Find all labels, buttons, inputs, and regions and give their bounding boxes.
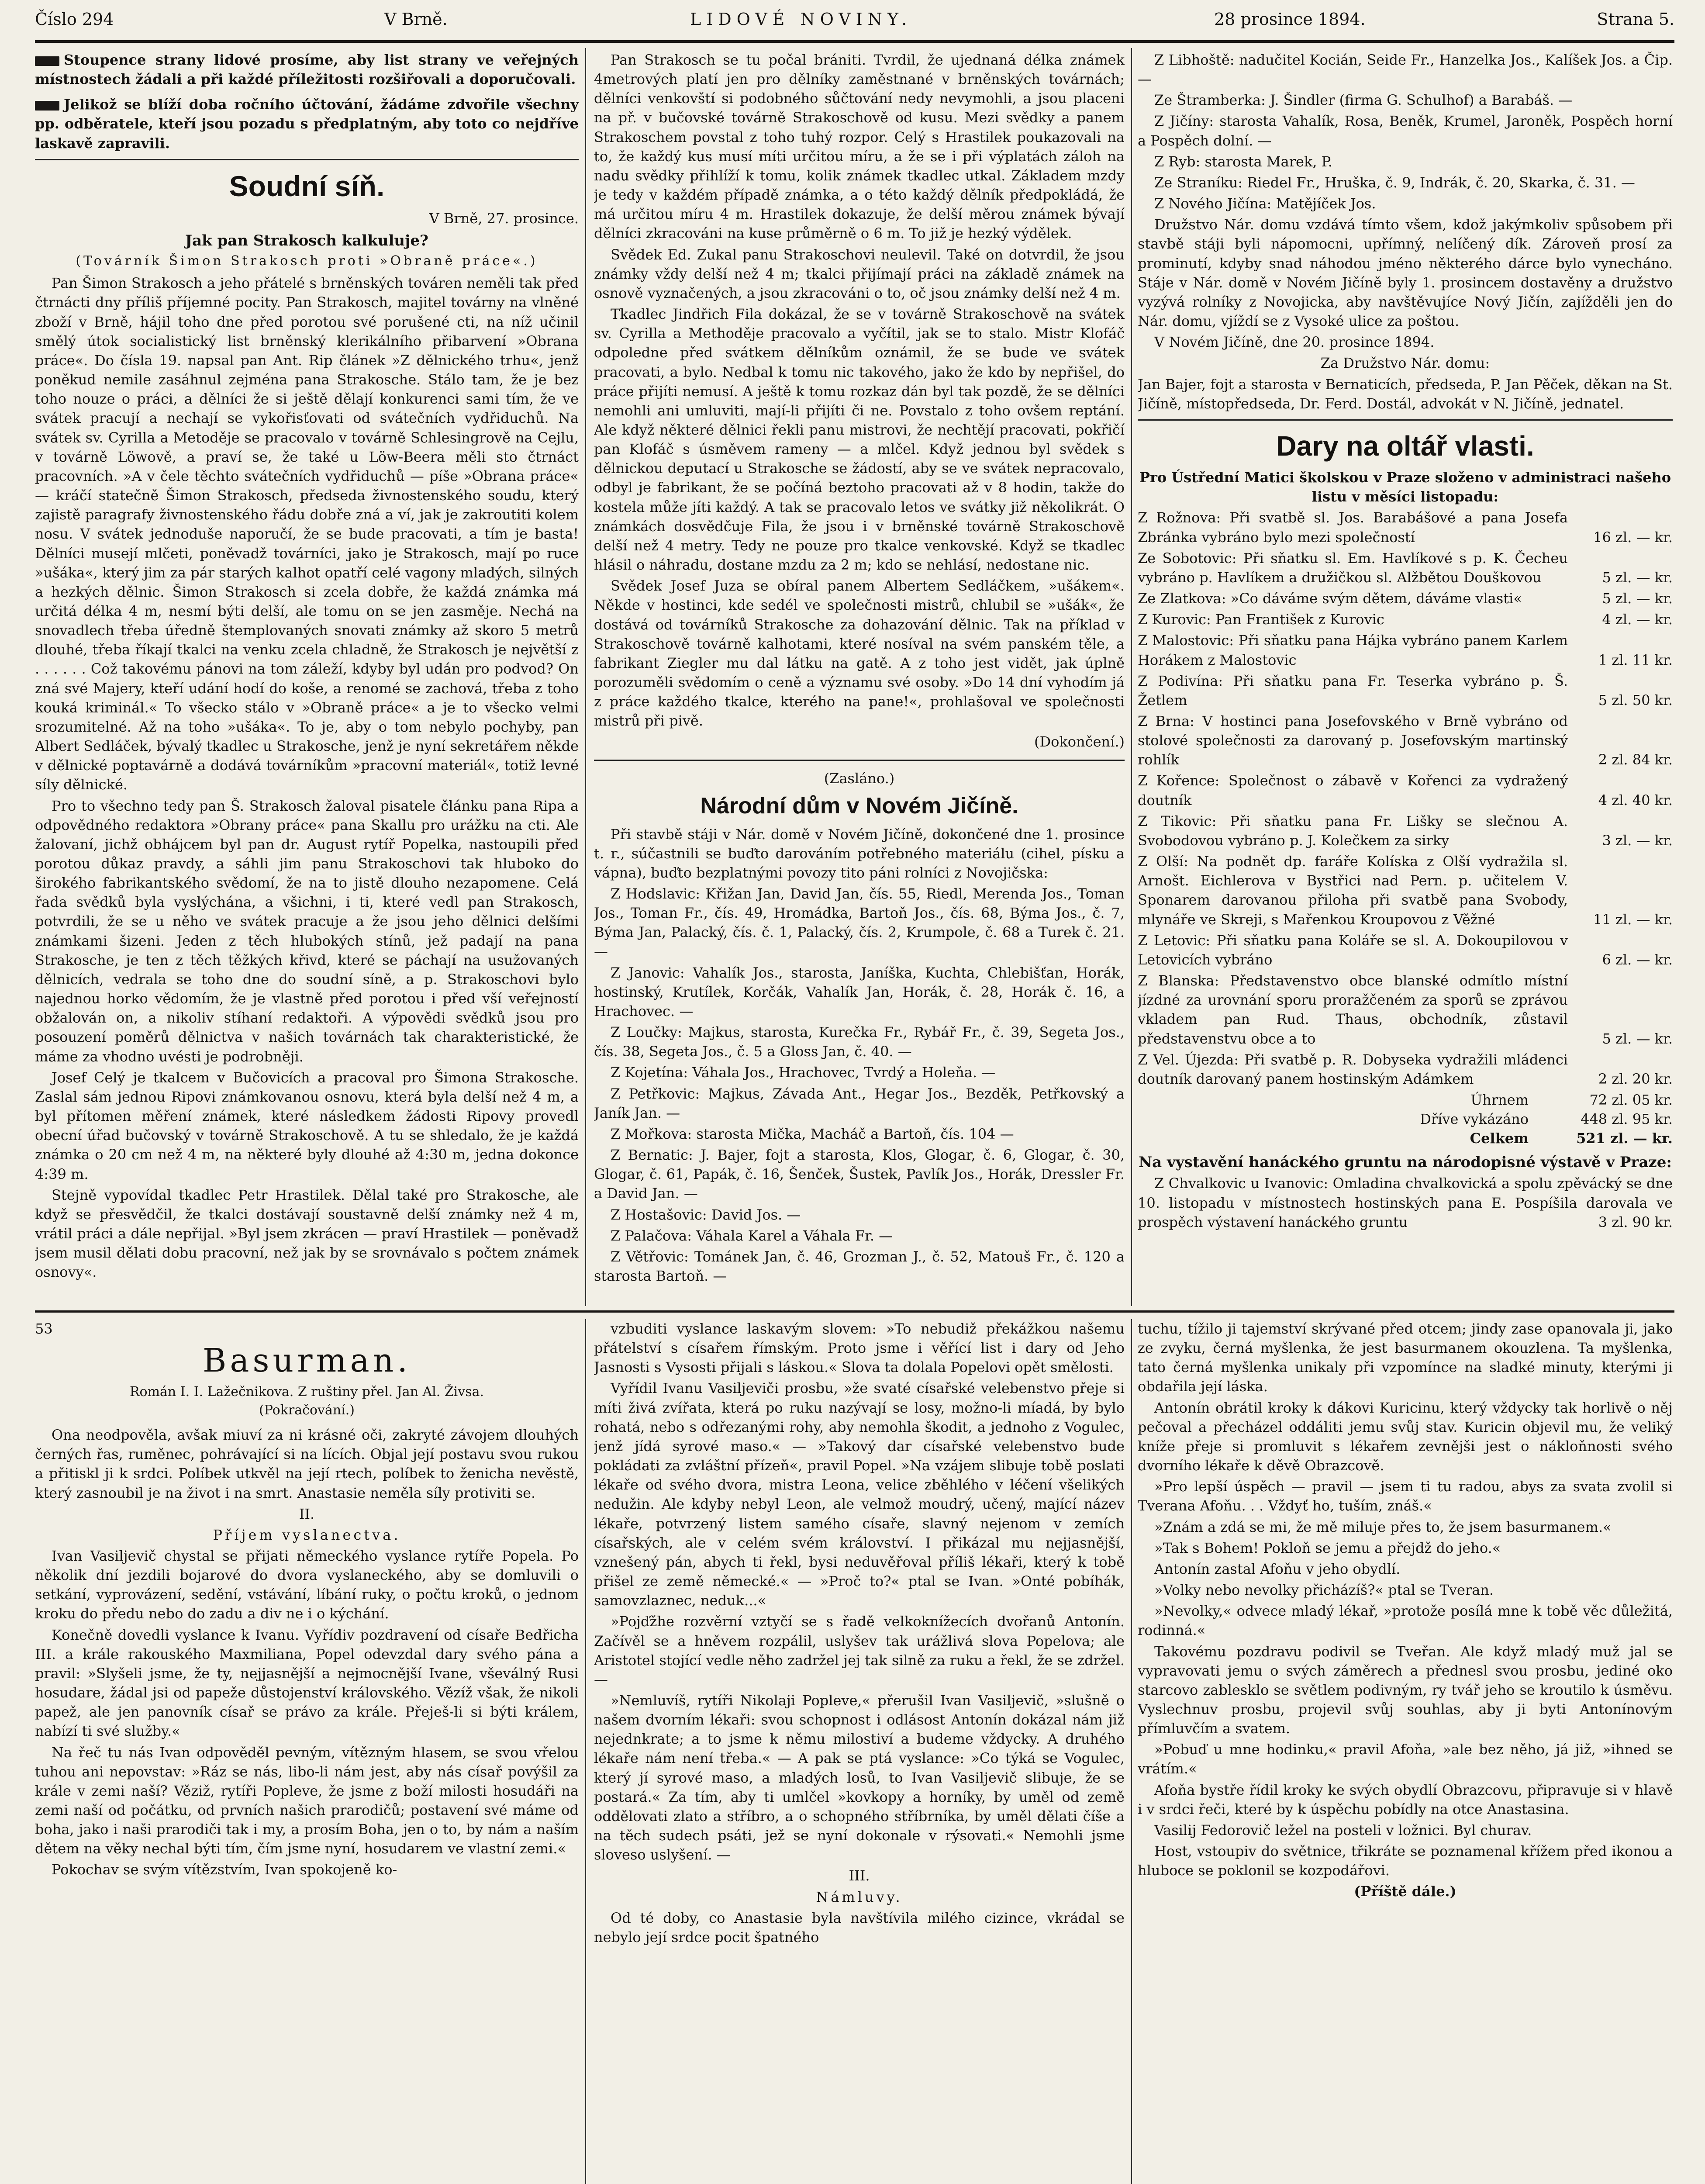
narodni-dum-title: Národní dům v Novém Jičíně. bbox=[700, 793, 1018, 819]
article-title: Jak pan Strakosch kalkuluje? bbox=[185, 232, 428, 250]
paragraph: »Nemluvíš, rytíři Nikolaji Popleve,« přerušil Ivan Vasiljevič, »slušně o našem dvorním lékaři: svou schopnost i odlásost Antonín dokázal nám již nejednkrate; a to jsme k němu milostiví a budeme vždycky. A druhého lékaře nám není třeba.« — A pak se ptá vyslance: »Co týká se Vogulec, který jí syrové maso, a mladých losů, to Ivan Vasiljevič slibuje, že se postará.« Za tím, aby ti umlčel »kovkopy a horníky, by uměl od země oddělovati zlato a stříbro, a o schopného stříbrníka, by uměl dělati číše a na těch sudech psáti, jež se nyní dokonale v rýsovati.« Nemohli jsme sloveso uslyšení. — bbox=[594, 1692, 1125, 1863]
list-item: Z Větřovic: Tománek Jan, č. 46, Grozman J., č. 52, Matouš Fr., č. 120 a starosta Bartoň. — bbox=[594, 1248, 1125, 1284]
feuilleton-column-3 bbox=[1138, 1319, 1673, 2184]
donation-row bbox=[1138, 852, 1673, 929]
donation-row bbox=[1138, 812, 1673, 850]
paragraph: »Pojďžhe rozvěrní vztyčí se s řadě velkoknížecích dvořanů Antonín. Začívěl se a hněvem rozpálil, uslyšev tak urážlivá slova Popelova; ale Aristotel stojící vedle něho zadržel jej tak silně za ruku a řekl, že se zdržel. — bbox=[594, 1613, 1125, 1688]
list-item: Z Hodslavic: Křižan Jan, David Jan, čís. 55, Riedl, Merenda Jos., Toman Jos., Toman Fr., čís. 49, Hromádka, Bartoň Jos., čís. 68, Býma Jos., č. 7, Býma Jan, Palacký, čís. č. 1, Palacký, čís. 2, Krumpole, č. 68 a Turek č. 21. — bbox=[594, 885, 1125, 960]
donation-amount: 6 zl. — kr. bbox=[1602, 951, 1673, 968]
column-divider bbox=[585, 1319, 586, 2184]
donation-amount: 4 zl. — kr. bbox=[1602, 611, 1673, 628]
dary-intro: Pro Ústřední Matici školskou v Praze složeno v administraci našeho listu v měsíci listopadu: bbox=[1139, 469, 1671, 505]
list-item: Z Hostašovic: David Jos. — bbox=[611, 1206, 801, 1223]
paragraph: Josef Celý je tkalcem v Bučovicích a pracoval pro Šimona Strakosche. Zaslal sám jednou Ripovi známkovanou osnovu, která byla delší než 4 m, a byl přítomen měření známek, které následkem žádosti Ripovy provedl obecní úřad bučovský v továrně Strakoschově. A tu se shledalo, že je každá známka o 20 cm než 4 m, na některé byly dlouhé až 4:30 m, jedna dokonce 4:39 m. bbox=[35, 1069, 579, 1182]
donation-row bbox=[1138, 549, 1673, 587]
paragraph: Antonín zastal Afoňu v jeho obydlí. bbox=[1154, 1560, 1401, 1577]
header-date: 28 prosince 1894. bbox=[1214, 10, 1366, 29]
article-subtitle: (Továrník Šimon Strakosch proti »Obraně práce«.) bbox=[76, 253, 538, 269]
masthead: LIDOVÉ NOVINY. bbox=[690, 10, 912, 29]
column-divider bbox=[1131, 48, 1132, 1306]
paragraph: Družstvo Nár. domu vzdává tímto všem, kdož jakýmkoliv spůsobem při stavbě stáji byli nápomocni, upřímný, nelíčený dík. Zároveň prosí za prominutí, kdyby snad náhodou jméno některého dárce bylo vynecháno. Stáje v Nár. domě v Novém Jičíně byly 1. prosincem dostavěny a družstvo vyzývá rolníky z Novojicka, aby navštěvujíce Nový Jičín, zajížděli jen do Nár. domu, vjíždí se z Vysoké ulice za poštou. bbox=[1138, 216, 1673, 330]
section-rule bbox=[35, 159, 579, 160]
donation-row bbox=[1138, 631, 1673, 669]
paragraph: »Pobuď u mne hodinku,« pravil Afoňa, »ale bez něho, já již, »ihned se vrátím.« bbox=[1138, 1741, 1673, 1777]
donation-list bbox=[1138, 508, 1673, 1089]
list-item: Z Libhoště: nadučitel Kocián, Seide Fr., Hanzelka Jos., Kalíšek Jos. a Čip. — bbox=[1138, 52, 1673, 88]
place-date: V Novém Jičíně, dne 20. prosince 1894. bbox=[1154, 334, 1435, 351]
donation-row bbox=[1138, 671, 1673, 710]
signatories: Jan Bajer, fojt a starosta v Bernaticích, předseda, P. Jan Pěček, děkan na St. Jičíně, místopředseda, Dr. Ferd. Dostál, advokát v N. Jičíně, jednatel. bbox=[1138, 376, 1673, 412]
header-city: V Brně. bbox=[384, 10, 448, 29]
donation-text: Z Brna: V hostinci pana Josefovského v Brně vybráno od stolové společnosti za darovaný p. Josefovským martinský rohlík bbox=[1138, 713, 1568, 768]
donation-amount: 5 zl. — kr. bbox=[1602, 569, 1673, 586]
donation-row bbox=[1138, 508, 1673, 546]
list-item: Z Mořkova: starosta Mička, Macháč a Bartoň, čís. 104 — bbox=[611, 1125, 1014, 1142]
list-item: Ze Štramberka: J. Šindler (firma G. Schulhof) a Barabáš. — bbox=[1154, 92, 1573, 109]
paragraph: Host, vstoupiv do světnice, třikráte se poznamenal křížem před ikonou a hluboce se poklonil se kozpodářovi. bbox=[1138, 1843, 1673, 1879]
paragraph: Konečně dovedli vyslance k Ivanu. Vyřídiv pozdravení od císaře Bedřicha III. a krále rakouského Maxmiliana, Popel odevzdal dary svého pána a pravil: »Slyšeli jsme, že ty, nejjasnější a nejmocnější Ivane, vševálný Rusi hosudare, žádal jsi od papeže důstojenství královského. Vězíž však, že nikoli papež, ale jen panovník císař se právo za krále. Přeješ-li si býti králem, nabízí ti své služby.« bbox=[35, 1626, 579, 1740]
chapter-title: Příjem vyslanectva. bbox=[213, 1526, 401, 1543]
donation-text: Z Kořence: Společnost o zábavě v Kořenci za vydražený doutník bbox=[1138, 772, 1568, 809]
hana-text: Z Chvalkovic u Ivanovic: Omladina chvalkovická a spolu zpěvácký se dne 10. listopadu v místnostech hostinských pana E. Pospíšila darovala ve prospěch výstavení hanáckého gruntu 3 zl. 90 kr. bbox=[1138, 1174, 1673, 1231]
section-rule bbox=[1138, 419, 1673, 421]
header-rule bbox=[35, 40, 1674, 43]
paragraph: Při stavbě stáji v Nár. domě v Novém Jičíně, dokončené dne 1. prosince t. r., súčastnili se buďto darováním potřebného materiálu (cihel, písku a vápna), buďto bezplatnými povozy tito páni rolníci z Novojičska: bbox=[594, 826, 1125, 881]
feuilleton-rule bbox=[35, 1310, 1674, 1313]
paragraph: Vasilij Fedorovič ležel na posteli v ložnici. Byl churav. bbox=[1154, 1821, 1532, 1838]
list-item: Z Petřkovic: Majkus, Závada Ant., Hegar Jos., Bezděk, Petřkovský a Janík Jan. — bbox=[594, 1085, 1125, 1121]
paragraph: vzbuditi vyslance laskavým slovem: »To nebudiž překážkou našemu přátelství s císařem římským. Proto jsme i věřící list i dary od Jeho Jasnosti s Vysosti přijali s láskou.« Slova ta dolala Popelovi opět smělosti. bbox=[594, 1320, 1125, 1376]
chapter-number: III. bbox=[849, 1867, 870, 1884]
paragraph: Na řeč tu nás Ivan odpověděl pevným, vítězným hlasem, se svou vřelou tuhou ani nepovstav: »Ráz se nás, libo-li nám jest, aby nás císař povýšil za krále v zemi naší? Věziž, rytíři Popleve, že jsme z boží milosti hosudáři na zemi naší od počátku, od prvních našich prarodičů; postavení své máme od boha, jako i naši prarodiči tak i my, a prosím Boha, jen o to, by nám a naším dětem na věky nechal býti tím, čím jsme nyní, hosudarem ve vlastní zemi.« bbox=[35, 1744, 579, 1857]
list-item: Z Loučky: Majkus, starosta, Kurečka Fr., Rybář Fr., č. 39, Segeta Jos., čís. 38, Segeta Jos., č. 5 a Gloss Jan, č. 40. — bbox=[594, 1024, 1125, 1060]
paragraph: »Znám a zdá se mi, že mě miluje přes to, že jsem basurmanem.« bbox=[1154, 1518, 1612, 1535]
donation-text: Ze Zlatkova: »Co dáváme svým dětem, dáváme vlasti« bbox=[1138, 590, 1522, 607]
list-item: Z Jičíny: starosta Vahalík, Rosa, Beněk, Krumel, Jaroněk, Pospěch horní a Pospěch dolní. — bbox=[1138, 113, 1673, 149]
pointing-hand-icon bbox=[35, 101, 59, 111]
section-rule bbox=[594, 760, 1125, 761]
notice-payment: Jelikož se blíží doba ročního účtování, žádáme zdvořile všechny pp. odběratele, kteří jsou pozadu s předplatným, aby toto co nejdříve laskavě zapravili. bbox=[35, 96, 579, 152]
chapter-title: Námluvy. bbox=[816, 1888, 903, 1905]
donation-text: Z Vel. Újezda: Při svatbě p. R. Dobyseka vydražili mládenci doutník darovaný panem hostinským Adámkem bbox=[1138, 1051, 1568, 1087]
paragraph: tuchu, tížilo ji tajemství skrývané před otcem; jindy zase opanovala ji, jako ze zvyku, černá myšlenka, že jest basurmanem okouzlena. Ta myšlenka, tato černá myšlenka unikaly při vzpomínce na sladké minuty, kterými ji obdařila její láska. bbox=[1138, 1320, 1673, 1395]
feuilleton-column-2 bbox=[594, 1319, 1125, 2184]
column-1 bbox=[35, 50, 579, 1304]
paragraph: Od té doby, co Anastasie byla navštívila milého cizince, vkrádal se nebylo její srdce pocit špatného bbox=[594, 1909, 1125, 1946]
paragraph: Svědek Josef Juza se obíral panem Albertem Sedláčkem, »ušákem«. Někde v hostinci, kde sedél ve společnosti mistrů, chlubil se »ušák«, že dostává od továrníků Strakosche za dohazování dělnic. Tak na příklad v Strakoschově továrně kalhotami, které nosíval na svém panském těle, a fabrikant Ziegler mu dal látku na gatě. A z toho jest vidět, jak úplně porozuměli svědomím o ceně a významu své osoby. »Do 14 dní vyhodím já z práce každého tkalce, kterého na pane!«, prohlašoval ve společnosti mistrů při pivě. bbox=[594, 577, 1125, 729]
dateline: V Brně, 27. prosince. bbox=[429, 210, 579, 227]
donation-amount: 5 zl. — kr. bbox=[1602, 590, 1673, 607]
donation-text: Z Tikovic: Při sňatku pana Fr. Lišky se slečnou A. Svobodovou vybráno p. J. Kolečkem za sirky bbox=[1138, 812, 1568, 849]
page-number: Strana 5. bbox=[1597, 10, 1674, 29]
donation-row bbox=[1138, 610, 1673, 629]
paragraph: Pro to všechno tedy pan Š. Strakosch žaloval pisatele článku pana Ripa a odpovědného redaktora »Obrany práce« pana Skallu pro urážku na cti. Ale žalovaní, jichž obhájcem byl pan dr. August rytíř Popelka, nastoupili před porotou důkaz pravdy, a sáhli jim panu Strakoschovi tak hluboko do širokého fabrikantského svědomí, že na to jistě dlouho nezapomene. Celá řada svědků byla vyslýchána, a všichni, i ti, které vedl pan Strakosch, potvrdili, že se u něho ve svátek pracuje a že jsou jeho dělnici delšími známkami šizeni. Jeden z těch hlubokých stínů, jež padají na pana Strakosche, je ten z těch těžkých křivd, které se páchají na usužovaných dělnicích, vedrala se toho dne do soudní síně, a p. Strakoschovi bylo najednou horko vědomím, že je vlastně před porotou i před vší veřejností obžalován on, a nikoliv stíhaní redaktoři. A výpovědi svědků jsou pro posouzení poměrů dělnictva v našich továrnách tak charakteristické, že máme za vhodno uvésti je podrobněji. bbox=[35, 797, 579, 1065]
column-3 bbox=[1138, 50, 1673, 1304]
donation-amount: 1 zl. 11 kr. bbox=[1598, 651, 1673, 668]
donation-row bbox=[1138, 1050, 1673, 1089]
list-item: Z Palačova: Váhala Karel a Váhala Fr. — bbox=[611, 1227, 893, 1244]
donation-text: Z Podivína: Při sňatku pana Fr. Teserka vybráno p. Š. Žetlem bbox=[1138, 672, 1568, 708]
paragraph: Vyřídil Ivanu Vasiljeviči prosbu, »že svaté císařské velebenstvo přeje si míti živá zvířata, která po ruku nazývají se losy, možno-li míadá, by bylo rohatá, nebo s odřezanými rohy, aby nemohla škodit, a jednoho z Vogulec, jenž jídá syrové maso.« — »Takový dar císařské velebenstvo bude pokládati za zvláštní přízeň«, pravil Popel. »Na vzájem slibuje tobě poslati lékaře od svého dvora, mistra Leona, velice zběhlého v léčení všelikých nedužin. Ale kdyby nebyl Leon, ale velmož moudrý, učený, mající název lékaře, potvrzený listem samého císaře, slavný nejenom v zemích císařských, ale v celém svém království. I přikázal mu nejjasnější, vznešený pán, abych ti řekl, bysi neduvěřoval příliš lékaři, který k tobě přišel ze země německé.« — »Proč to?« ptal se Ivan. »Onté pobíhák, samovzlaznec, neduk...« bbox=[594, 1380, 1125, 1609]
list-item: Z Janovic: Vahalík Jos., starosta, Janíška, Kuchta, Chlebišťan, Horák, hostinský, Krutílek, Korčák, Vahalík Jan, Horák, č. 28, Horák č. 16, a Hrachovec. — bbox=[594, 964, 1125, 1019]
page-header bbox=[35, 10, 1674, 40]
paragraph: Pan Šimon Strakosch a jeho přátelé s brněnských továren neměli tak před čtrnácti dny příliš příjemné pocity. Pan Strakosch, majitel továrny na vlněné zboží v Brně, hájil toho dne před porotou své porušené cti, na níž učinil smělý útok socialistický list brněnský klerikálního přibarvení »Obrana práce«. Do čísla 19. napsal pan Ant. Rip článek »Z dělnického trhu«, jenž poněkud nemile zasáhnul zejména pana Strakosche. Stálo tam, že je bez toho nouze o práci, a dělníci že si ještě dělají konkurenci sami tím, že ve svátek pracují a nechají se vykořisťovati od svátečních vydřiduchů. Na svátek sv. Cyrilla a Metoděje se pracovalo v továrně Schlesingrově na Cejlu, v továrně Löwově, a praví se, že také u Löw-Beera měli sto čtrnáct pracovních. »A v čele těchto svátečních vydřiduchů — píše »Obrana práce« — kráčí statečně Šimon Strakosch, předseda živnostenského soudu, který zajistě paragrafy živnostenského řádu dobře zná a ví, jak je zakroutiti kolem nosu. V svátek jednoduše naporučí, že se bude pracovati, a tím je basta! Dělníci musejí mlčeti, poněvadž továrníci, jako je Strakosch, mají po ruce »ušáka«, který jim za pár starých kalhot opatří celé vagony mladých, silných a hezkých dělnic. Šimon Strakosch si zcela dobře, že každá známka má určitá délka 4 m, nesmí býti delší, ale tomu on se jen zasměje. Nechá na snovadlech třeba úředně štemplovaných snovati známky až skoro 5 metrů dlouhé, třeba říkají tkalci na venku zcela chladně, že Strakosch je největší z . . . . . . Což takovému pánovi na tom záleží, kdyby byl udán pro podvod? On zná své Majery, kteří udání hodí do koše, a renomé se zachová, třeba z toho kouká kriminál.« To všecko stálo v »Obraně práce« a je to všecko velmi srozumitelné. Až na toho »ušáka«. To je, aby o tom nebylo pochyby, pan Albert Sedláček, bývalý tkadlec u Strakosche, jenž je nyní sekretářem někde v dělnické poptavárně a dodává továrníkům »pracovní materiál«, totiž levné síly dělnické. bbox=[35, 275, 579, 793]
feuilleton-title: Basurman. bbox=[203, 1342, 411, 1380]
donation-amount: 11 zl. — kr. bbox=[1593, 911, 1673, 928]
list-item: Z Kojetína: Váhala Jos., Hrachovec, Tvrdý a Holeňa. — bbox=[611, 1064, 996, 1081]
total-row: Dříve vykázáno 448 zl. 95 kr. bbox=[1420, 1111, 1673, 1128]
zaslano-label: (Zasláno.) bbox=[824, 770, 895, 787]
donation-row bbox=[1138, 771, 1673, 809]
paragraph: Ona neodpověla, avšak miuví za ni krásné oči, zakryté závojem dlouhých černých řas, ruměnec, pohrávající si na lících. Objal její postavu svou rukou a přitiskl ji k srdci. Políbek utkvěl na její rtech, políbek to ženicha nevěstě, který zasnoubil je na život i na smrt. Anastasie neměla síly protiviti se. bbox=[35, 1427, 579, 1501]
notice-subscribers: Stoupence strany lidové prosíme, aby list strany ve veřejných místnostech žádali a při každé příležitosti rozšiřovali a doporučovali. bbox=[35, 52, 579, 88]
column-divider bbox=[1131, 1319, 1132, 2184]
donation-text: Z Olší: Na podnět dp. faráře Kolíska z Olší vydražila sl. Arnošt. Eichlerova v Bystřici nad Pern. p. učitelem V. Sponarem darovanou přiloha při svatbě pana Svobody, mlynáře ve Skreji, s Mařenkou Kroupovou z Věžné bbox=[1138, 853, 1568, 928]
donation-row bbox=[1138, 931, 1673, 969]
donation-text: Z Letovic: Při sňatku pana Koláře se sl. A. Dokoupilovou v Letovicích vybráno bbox=[1138, 932, 1568, 968]
donation-text: Z Rožnova: Při svatbě sl. Jos. Barabášové a pana Josefa Zbránka vybráno bylo mezi společností bbox=[1138, 509, 1568, 546]
feuilleton-continuation: (Pokračování.) bbox=[259, 1402, 355, 1418]
paragraph: »Pro lepší úspěch — pravil — jsem ti tu radou, abys za svata zvolil si Tverana Afoňu. . . Vždyť ho, tuším, znáš.« bbox=[1138, 1478, 1673, 1514]
donation-row bbox=[1138, 589, 1673, 608]
donation-amount: 5 zl. 50 kr. bbox=[1598, 691, 1673, 708]
paragraph: Tkadlec Jindřich Fila dokázal, že se v továrně Strakoschově na svátek sv. Cyrilla a Methoděje pracovalo a vyčítil, jak se to stalo. Mistr Klofáč odpoledne před svátkem dělníkům oznámil, že se bude ve svátek pracovati, a bylo. Nedbal k tomu nic takového, jako že kdo by nepřišel, do práce přijíti nemusí. A ještě k tomu rozkaz dán byl tak pozdě, že se dělníci nemohli ani umluviti, mají-li přijíti či ne. Povstalo z toho ovšem reptání. Ale když některé dělnici řekli panu mistrovi, že nechtějí pracovati, pokřičí pan Klofáč s úsměvem rameny — a mlčel. Když jednou byl svědek s dělnickou deputací u Strakosche se žádostí, aby se ve svátek nepracovalo, odbyl je fabrikant, že se počíná beztoho pracovati až v 8 hodin, takže do kostela může jíti každý. A tak se pracovalo letos ve svátky již několikrát. O známkách dosvědčuje Fila, že jsou i v brněnské továrně Strakoschově delší než 4 metry. Tedy ne pouze pro tkalce venkovské. Když se tkadlec hlásil o náhradu, dostane mzdu za 2 m; kdo se nehlásí, nedostane nic. bbox=[594, 306, 1125, 574]
donation-amount: 3 zl. — kr. bbox=[1602, 832, 1673, 849]
donation-text: Z Kurovic: Pan František z Kurovic bbox=[1138, 611, 1384, 628]
column-2 bbox=[594, 50, 1125, 1304]
paragraph: Takovému pozdravu podivil se Tveřan. Ale když mladý muž jal se vypravovati jemu o svých záměrech a přednesl svou prosbu, jediné oko starcovo zablesklo se světlem podivným, ry tvář jeho se kroutilo k úsměvu. Vyslechnuv prosbu, projevil svůj souhlas, aby ji byti Antonínovým přímluvčím a svatem. bbox=[1138, 1643, 1673, 1737]
donation-amount: 5 zl. — kr. bbox=[1602, 1030, 1673, 1047]
donation-row bbox=[1138, 712, 1673, 769]
signature-heading: Za Družstvo Nár. domu: bbox=[1320, 355, 1490, 372]
paragraph: »Nevolky,« odvece mladý lékař, »protože posílá mne k tobě věc důležitá, rodinná.« bbox=[1138, 1603, 1673, 1639]
column-divider bbox=[585, 48, 586, 1306]
list-item: Z Bernatic: J. Bajer, fojt a starosta, Klos, Glogar, č. 6, Glogar, č. 30, Glogar, č. 61, Papák, č. 16, Šenček, Šustek, Pavlík Jos., Horák, Dressler Fr. a David Jan. — bbox=[594, 1147, 1125, 1202]
paragraph: »Tak s Bohem! Pokloň se jemu a přejdž do jeho.« bbox=[1154, 1539, 1501, 1556]
paragraph: Antonín obrátil kroky k dákovi Kuricinu, který vždycky tak horlivě o něj pečoval a přecházel oddáliti jemu svůj stav. Kuricin objevil mu, že veliký kníže přeje si promluvit s lékařem zevnějši jest o nákloňnosti svého dvorního lékaře k děvě Obrazcově. bbox=[1138, 1399, 1673, 1474]
hana-amount: 3 zl. 90 kr. bbox=[1598, 1213, 1673, 1230]
donation-amount: 4 zl. 40 kr. bbox=[1598, 791, 1673, 809]
paragraph: Pan Strakosch se tu počal brániti. Tvrdil, že ujednaná délka známek 4metrových platí jen pro dělníky zaměstnané v brněnských továrnách; dělníci venkovští si podobného sůčtování nedy nevymohli, a jsou placeni na př. v bučovské továrně Strakoschově od kusu. Mezi svědky a panem Strakoschem povstal z toho tuhý rozpor. Celý s Hrastilek poukazovali na to, že každý kus musí míti určitou míru, a že se i při výplatách záloh na nadu svědky přihlíží k tomu, kolik známek tkadlec utkal. Základem mzdy je tedy v každém případě známka, a o této každý dělník předpokládá, že má určitou míru 4 m. Hrastilek dokazuje, že delší měrou známek bývají dělníci zkracováni na kuse průměrně o 6 m. To již je hezký výdělek. bbox=[594, 52, 1125, 242]
dary-title: Dary na oltář vlasti. bbox=[1276, 430, 1534, 462]
paragraph: Svědek Ed. Zukal panu Strakoschovi neulevil. Také on dotvrdil, že jsou známky vždy delší než 4 m; tkalci přijímají práci na základě známek na osnově vyznačených, a jsou zkracováni o to, oč jsou známky delší než 4 m. bbox=[594, 246, 1125, 301]
feuilleton-byline: Román I. I. Lažečnikova. Z ruštiny přel. Jan Al. Živsa. bbox=[129, 1384, 484, 1400]
donation-row bbox=[1138, 971, 1673, 1048]
continuation-note: (Dokončení.) bbox=[1034, 733, 1125, 750]
paragraph: Afoňa bystře řídil kroky ke svých obydlí Obrazcovu, připravuje si v hlavě i v srdci řeči, které by k úspěchu pobídly na otce Anastasina. bbox=[1138, 1781, 1673, 1818]
paragraph: Stejně vypovídal tkadlec Petr Hrastilek. Dělal také pro Strakosche, ale když se přesvědčil, že tkalci dostávají soustavně delší známky než 4 m, vrátil práci a dále nepřijal. »Byl jsem zkrácen — praví Hrastilek — poněvadž jsem musil dělati dobu pracovní, než jak by se srovnávalo s počtem známek osnovy«. bbox=[35, 1186, 579, 1281]
pointing-hand-icon bbox=[35, 56, 59, 66]
donation-totals bbox=[1138, 1090, 1673, 1148]
donation-amount: 2 zl. 20 kr. bbox=[1598, 1070, 1673, 1087]
chapter-number: II. bbox=[299, 1505, 315, 1522]
total-row: Úhrnem 72 zl. 05 kr. bbox=[1470, 1091, 1673, 1108]
to-be-continued: (Příště dále.) bbox=[1354, 1883, 1456, 1900]
paragraph: »Volky nebo nevolky přicházíš?« ptal se Tveran. bbox=[1154, 1582, 1494, 1599]
donation-text: Ze Sobotovic: Při sňatku sl. Em. Havlíkové s p. K. Čecheu vybráno p. Havlíkem a družičkou sl. Alžbětou Douškovou bbox=[1138, 549, 1568, 586]
donation-text: Z Blanska: Představenstvo obce blanské odmítlo místní jízdné za urovnání sporu proražčeném za sporů se zprávou vkladem pan Rud. Thaus, obchodník, zůstavil představenstvu obce a to bbox=[1138, 972, 1568, 1047]
donation-amount: 16 zl. — kr. bbox=[1593, 529, 1673, 546]
hana-title: Na vystavění hanáckého gruntu na národopisné výstavě v Praze: bbox=[1139, 1154, 1672, 1171]
list-item: Ze Straníku: Riedel Fr., Hruška, č. 9, Indrák, č. 20, Skarka, č. 31. — bbox=[1154, 174, 1635, 191]
issue-number: Číslo 294 bbox=[35, 10, 114, 29]
total-row: Celkem 521 zl. — kr. bbox=[1470, 1130, 1673, 1147]
donation-text: Z Malostovic: Při sňatku pana Hájka vybráno panem Karlem Horákem z Malostovic bbox=[1138, 632, 1568, 668]
paragraph: Ivan Vasiljevič chystal se přijati německého vyslance rytíře Popela. Po několik dní jezdili bojarové do dvora vyslaneckého, aby se domluvili o setkání, vyprovázení, sedění, vstávání, líbání ruky, o počtu kroků, o jednom kroku do předu nebo do zadu a div ne i o kýchání. bbox=[35, 1547, 579, 1622]
feuilleton-number: 53 bbox=[35, 1320, 53, 1337]
feuilleton-column-1 bbox=[35, 1319, 579, 2184]
donation-amount: 2 zl. 84 kr. bbox=[1598, 751, 1673, 768]
list-item: Z Ryb: starosta Marek, P. bbox=[1154, 153, 1332, 170]
paragraph: Pokochav se svým vítězstvím, Ivan spokojeně ko- bbox=[52, 1861, 397, 1878]
section-title: Soudní síň. bbox=[229, 169, 385, 202]
list-item: Z Nového Jičína: Matějíček Jos. bbox=[1154, 195, 1376, 212]
